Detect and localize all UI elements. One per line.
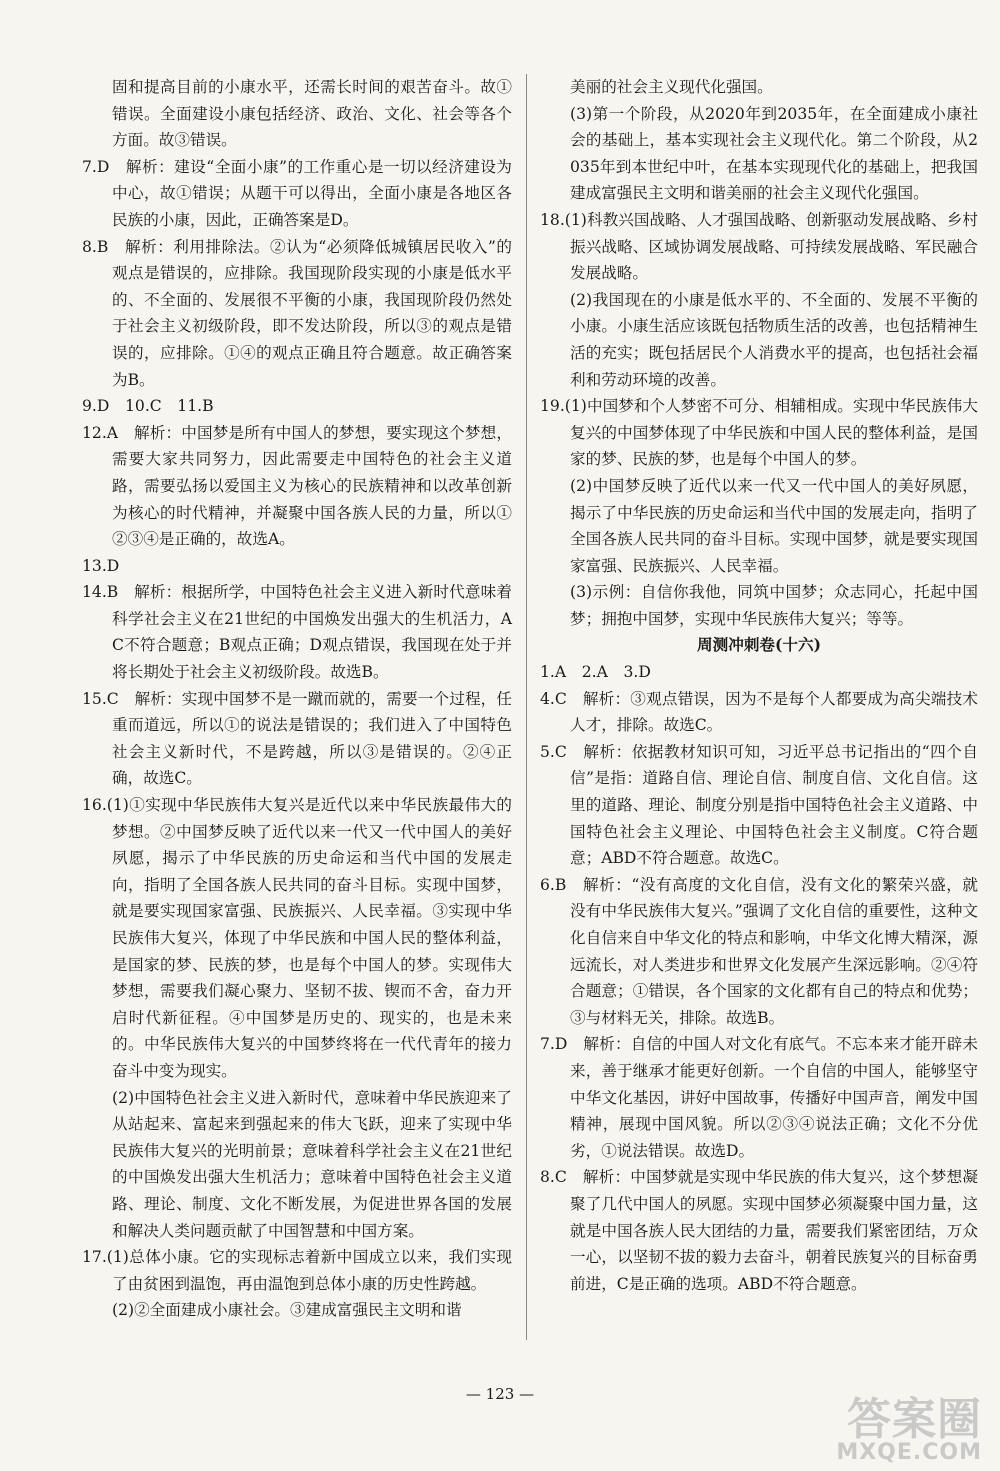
watermark-cn: 答案圈	[847, 1394, 982, 1445]
answer-paragraph: (3)第一个阶段，从2020年到2035年，在全面建成小康社会的基础上，基本实现社会主义现代化。第二个阶段，从2035年到本世纪中叶，在基本实现现代化的基础上，把我国建成富强民主文明和谐美丽的社会主义现代化强国。	[570, 104, 978, 203]
answer-paragraph: (2)②全面建成小康社会。③建成富强民主文明和谐	[112, 1301, 462, 1320]
column-divider	[526, 74, 527, 1340]
answer-paragraph: (2)中国梦反映了近代以来一代又一代中国人的美好夙愿，揭示了中华民族的历史命运和当代中国的发展走向，指明了全国各族人民共同的奋斗目标。实现中国梦，就是要实现国家富强、民族振兴、人民幸福。	[570, 476, 978, 575]
page-number: — 123 —	[465, 1385, 535, 1403]
answer-paragraph: 9.D 10.C 11.B	[82, 397, 214, 416]
answer-paragraph: (3)示例：自信你我他，同筑中国梦；众志同心，托起中国梦；拥抱中国梦，实现中华民族伟大复兴；等等。	[570, 583, 978, 628]
answer-paragraph: 8.B 解析：利用排除法。②认为“必须降低城镇居民收入”的观点是错误的，应排除。我国现阶段实现的小康是低水平的、不全面的、发展很不平衡的小康，我国现阶段仍然处于社会主义初级阶段，即不发达阶段，所以③的观点是错误的，应排除。①④的观点正确且符合题意。故正确答案为B。	[82, 237, 512, 389]
watermark-en: MXQE.COM	[836, 1440, 982, 1465]
left-column	[82, 74, 512, 1324]
answer-paragraph: (2)我国现在的小康是低水平的、不全面的、发展不平衡的小康。小康生活应该既包括物质生活的改善，也包括精神生活的充实；既包括居民个人消费水平的提高，也包括社会福利和劳动环境的改善。	[570, 290, 978, 389]
answer-paragraph: 1.A 2.A 3.D	[540, 663, 651, 682]
answer-paragraph: 6.B 解析：“没有高度的文化自信，没有文化的繁荣兴盛，就没有中华民族伟大复兴。”强调了文化自信的重要性，这种文化自信来自中华文化的特点和影响，中华文化博大精深，源远流长，对人类进步和世界文化发展产生深远影响。②④符合题意；①错误，各个国家的文化都有自己的特点和优势；③与材料无关，排除。故选B。	[540, 875, 978, 1027]
answer-paragraph: 18.(1)科教兴国战略、人才强国战略、创新驱动发展战略、乡村振兴战略、区域协调发展战略、可持续发展战略、军民融合发展战略。	[540, 210, 978, 283]
right-column	[540, 74, 978, 1297]
answer-paragraph: 5.C 解析：依据教材知识可知，习近平总书记指出的“四个自信”是指：道路自信、理论自信、制度自信、文化自信。这里的道路、理论、制度分别是指中国特色社会主义道路、中国特色社会主义理论、中国特色社会主义制度。C符合题意；ABD不符合题意。故选C。	[540, 742, 978, 868]
answer-paragraph: 13.D	[82, 556, 120, 575]
answer-paragraph: 8.C 解析：中国梦就是实现中华民族的伟大复兴，这个梦想凝聚了几代中国人的夙愿。实现中国梦必须凝聚中国力量，这就是中国各族人民大团结的力量，需要我们紧密团结，万众一心，以坚韧不拔的毅力去奋斗，朝着民族复兴的目标奋勇前进，C是正确的选项。ABD不符合题意。	[540, 1168, 978, 1293]
answer-paragraph: 16.(1)①实现中华民族伟大复兴是近代以来中华民族最伟大的梦想。②中国梦反映了近代以来一代又一代中国人的美好夙愿，揭示了中华民族的历史命运和当代中国的发展走向，指明了全国各族人民共同的奋斗目标。实现中国梦，就是要实现国家富强、民族振兴、人民幸福。③实现中华民族伟大复兴，体现了中华民族和中国人民的整体利益，是国家的梦、民族的梦，也是每个中国人的梦。实现伟大梦想，需要我们凝心聚力、坚韧不拔、锲而不舍，奋力开启时代新征程。④中国梦是历史的、现实的，也是未来的。中华民族伟大复兴的中国梦终将在一代代青年的接力奋斗中变为现实。	[82, 796, 512, 1080]
answer-paragraph: 7.D 解析：自信的中国人对文化有底气。不忘本来才能开辟未来，善于继承才能更好创新。一个自信的中国人，能够坚守中华文化基因，讲好中国故事，传播好中国声音，阐发中国精神，展现中国风貌。所以②③④说法正确；文化不分优劣，①说法错误。故选D。	[540, 1035, 978, 1160]
answer-paragraph: 17.(1)总体小康。它的实现标志着新中国成立以来，我们实现了由贫困到温饱，再由温饱到总体小康的历史性跨越。	[82, 1248, 512, 1293]
answer-paragraph: 7.D 解析：建设“全面小康”的工作重心是一切以经济建设为中心，故①错误；从题干可以得出，全面小康是各地区各民族的小康，因此，正确答案是D。	[82, 157, 512, 229]
answer-paragraph: 美丽的社会主义现代化强国。	[570, 78, 773, 96]
watermark-logo	[836, 1394, 982, 1465]
answer-paragraph: 14.B 解析：根据所学，中国特色社会主义进入新时代意味着科学社会主义在21世纪的中国焕发出强大的生机活力，AC不符合题意；B观点正确；D观点错误，我国现在处于并将长期处于社会主义初级阶段。故选B。	[82, 583, 512, 682]
answer-paragraph: 4.C 解析：③观点错误，因为不是每个人都要成为高尖端技术人才，排除。故选C。	[540, 689, 978, 735]
answer-paragraph: (2)中国特色社会主义进入新时代，意味着中华民族迎来了从站起来、富起来到强起来的伟大飞跃，迎来了实现中华民族伟大复兴的光明前景；意味着科学社会主义在21世纪的中国焕发出强大生机活力；意味着中国特色社会主义道路、理论、制度、文化不断发展，为促进世界各国的发展和解决人类问题贡献了中国智慧和中国方案。	[112, 1088, 512, 1240]
section-title: 周测冲刺卷(十六)	[697, 635, 821, 655]
answer-paragraph: 固和提高目前的小康水平，还需长时间的艰苦奋斗。故①错误。全面建设小康包括经济、政治、文化、社会等各个方面。故③错误。	[112, 78, 512, 150]
answer-paragraph: 12.A 解析：中国梦是所有中国人的梦想，要实现这个梦想，需要大家共同努力，因此需要走中国特色的社会主义道路，需要弘扬以爱国主义为核心的民族精神和以改革创新为核心的时代精神，并凝聚中国各族人民的力量，所以①②③④是正确的，故选A。	[82, 423, 512, 549]
answer-paragraph: 19.(1)中国梦和个人梦密不可分、相辅相成。实现中华民族伟大复兴的中国梦体现了中华民族和中国人民的整体利益，是国家的梦、民族的梦，也是每个中国人的梦。	[540, 397, 978, 469]
answer-paragraph: 15.C 解析：实现中国梦不是一蹴而就的，需要一个过程，任重而道远，所以①的说法是错误的；我们进入了中国特色社会主义新时代，不是跨越，所以③是错误的。②④正确，故选C。	[82, 689, 512, 788]
